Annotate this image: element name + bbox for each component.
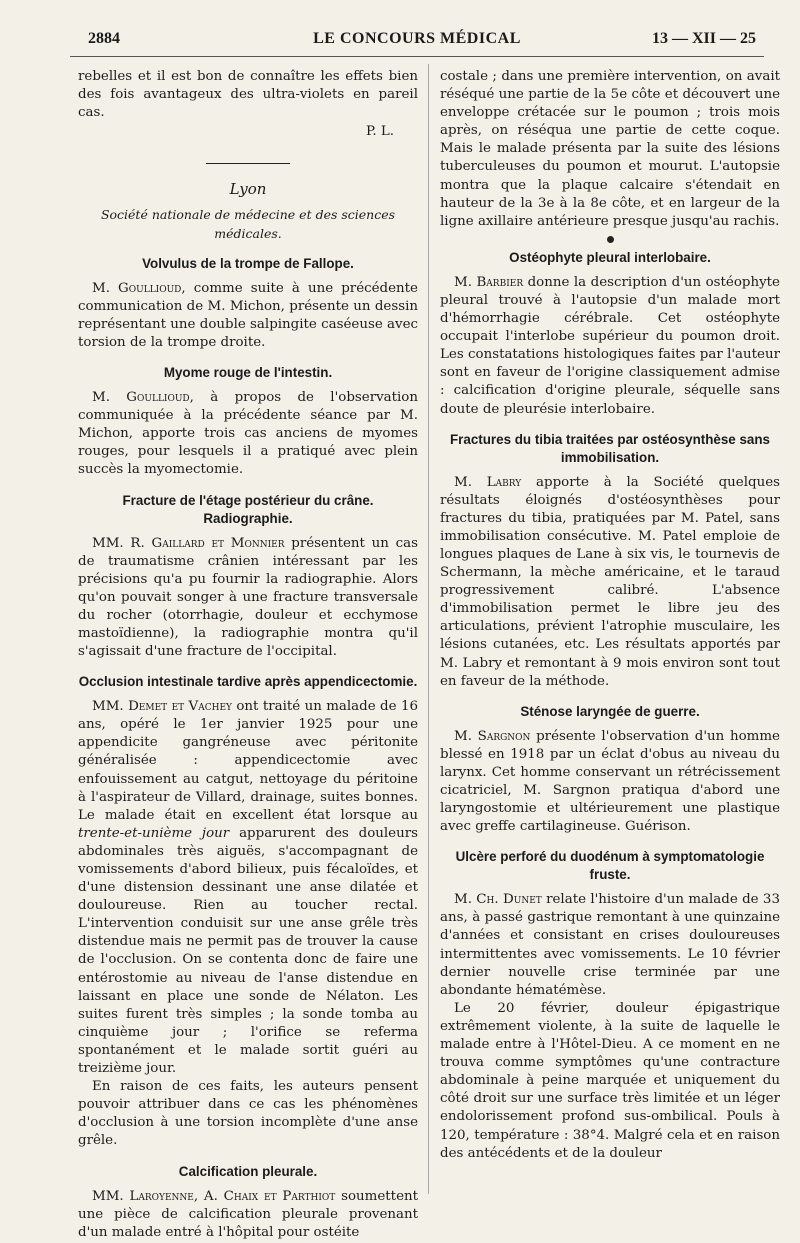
- section-title-ulcere: Ulcère perforé du duodénum à symptomatologie fruste.: [455, 849, 765, 883]
- section-title-stenose: Sténose laryngée de guerre.: [520, 703, 700, 719]
- author-name: MM. Laroyenne, A. Chaix et Parthiot: [92, 1188, 336, 1204]
- paragraph-text: soumettent une pièce de calcification pleurale provenant d'un malade entré à l'hôpital pour ostéite: [78, 1188, 418, 1240]
- paragraph-text: à propos de l'observation communiquée à la précédente séance par M. Michon, apporte trois cas anciens de myomes rouges, pour lesquels il a pratiqué avec plein succès la myomectomie.: [78, 390, 418, 478]
- paragraph-text: comme suite à une précédente communication de M. Michon, présente un dessin représentant une double salpingite caséeuse avec torsion de la trompe droite.: [78, 280, 418, 350]
- paragraph-occlusion-conclusion: En raison de ces faits, les auteurs pensent pouvoir attribuer dans ce cas les phénomènes d'occlusion à une torsion incomplète d'une anse grêle.: [78, 1079, 418, 1149]
- left-column: [78, 68, 418, 1242]
- section-title-tibia: Fractures du tibia traitées par ostéosynthèse sans immobilisation.: [449, 431, 770, 465]
- society-heading: Société nationale de médecine et des sciences médicales.: [100, 207, 396, 241]
- ink-dot-icon: [607, 236, 614, 243]
- author-name: M. Barbier: [454, 274, 524, 290]
- paragraph-text: ont traité un malade de 16 ans, opéré le 1er janvier 1925 pour une appendicite gangréneuse avec péritonite généralisée : appendicectomie avec enfouissement au catgut, nettoyage du péritoine à l'aspirateur de Villard, drainage, suites bonnes. Le malade était en excellent état lorsque au: [78, 699, 418, 823]
- paragraph-text: donne la description d'un ostéophyte pleural trouvé à l'autopsie d'un malade mort d'hémorrhagie cérébrale. Cet ostéophyte occupait l'interlobe supérieur du poumon droit. Les constatations histologiques faites par l'auteur sont en faveur de l'origine classiquement admise : calcification d'origine pleurale, séquelle sans doute de pleurésie interlobaire.: [440, 274, 780, 417]
- section-separator: [206, 163, 290, 164]
- emphasis-text: trente-et-unième jour: [78, 825, 230, 841]
- paragraph-myome: [78, 389, 418, 479]
- page-number: 2884: [88, 30, 120, 47]
- author-name: M. Labry: [454, 474, 522, 490]
- author-name: M. Goullioud,: [92, 390, 194, 406]
- paragraph-text: apparurent des douleurs abdominales très aiguës, s'accompagnant de vomissements d'abord bilieux, puis fécaloïdes, et d'une distension dessinant une anse dilatée et douloureuse. Rien au toucher rectal. L'intervention conduisit sur une anse grêle très distendue mais ne permit pas de trouver la cause de l'occlusion. On se contenta donc de faire une entérostomie au niveau de l'anse distendue en laissant en place une sonde de Nélaton. Les suites furent très simples ; la sonde tomba au cinquième jour ; l'orifice se referma spontanément et le malade sortit guéri au treizième jour.: [78, 825, 418, 1077]
- paragraph-text: apporte à la Société quelques résultats éloignés d'ostéosynthèses pour fractures du tibia, pratiquées par M. Patel, sans immobilisation consécutive. M. Patel emploie de longues plaques de Lane à six vis, le tournevis de Schermann, la mèche américaine, et le taraud progressivement calibré. L'absence d'immobilisation permet le libre jeu des articulations, prévient l'atrophie musculaire, les lésions cutanées, etc. Les résultats apportés par M. Labry et remontant à 9 mois environ sont tout en faveur de la méthode.: [440, 474, 780, 689]
- section-title-osteophyte: Ostéophyte pleural interlobaire.: [509, 249, 711, 265]
- author-name: M. Ch. Dunet: [454, 892, 542, 908]
- paragraph-tibia: [440, 474, 780, 691]
- paragraph-calcification-continued: costale ; dans une première intervention, on avait réséqué une partie de la 5e côte et découvert une enveloppe crétacée sur le poumon ; trois mois après, on réséqua une partie de cette coque. Mais le malade présenta par la suite des lésions tuberculeuses du poumon et mourut. L'autopsie montra que la plaque calcaire s'étendait en hauteur de la 3e à la 8e côte, et en largeur de la ligne axillaire antérieure presque jusqu'au rachis.: [440, 69, 780, 229]
- author-name: MM. R. Gaillard et Monnier: [92, 535, 285, 551]
- paragraph-occlusion: [78, 698, 418, 1078]
- section-title-volvulus: Volvulus de la trompe de Fallope.: [142, 255, 354, 271]
- paragraph-text: relate l'histoire d'un malade de 33 ans, à passé gastrique remontant à une quinzaine d'années et consistant en crises douloureuses intermittentes avec vomissements. Le 10 février dernier nouvelle crise terminée par une abondante hématémèse.: [440, 892, 780, 998]
- section-title-fracture-crane: Fracture de l'étage postérieur du crâne. Radiographie.: [122, 492, 374, 526]
- paragraph-osteophyte: [440, 274, 780, 419]
- column-divider: [428, 64, 429, 1194]
- journal-title: LE CONCOURS MÉDICAL: [313, 30, 521, 47]
- right-column: [440, 68, 780, 1163]
- issue-date: 13 — XII — 25: [651, 30, 756, 47]
- paragraph-calcification: [78, 1188, 418, 1242]
- paragraph-ulcere-continued: Le 20 février, douleur épigastrique extrêmement violente, à la suite de laquelle le malade entre à l'Hôtel-Dieu. A ce moment en ne trouva comme symptômes qu'une contracture abdominale à peine marquée et uniquement du côté droit sur une surface très limitée et un léger endolorissement profond sus-ombilical. Pouls à 120, température : 38°4. Malgré cela et en raison des antécédents et de la douleur: [440, 1000, 780, 1161]
- paragraph-fracture-crane: [78, 535, 418, 662]
- paragraph-text: présentent un cas de traumatisme crânien intéressant par les précisions qu'a pu fournir la radiographie. Alors qu'on pouvait songer à une fracture transversale du rocher (otorrhagie, douleur et ecchymose mastoïdienne), la radiographie montra qu'il s'agissait d'une fracture de l'occipital.: [78, 535, 418, 660]
- signature: P. L.: [366, 124, 394, 140]
- author-name: M. Sargnon: [454, 728, 531, 744]
- header-rule: [70, 56, 764, 57]
- paragraph-text: présente l'observation d'un homme blessé en 1918 par un éclat d'obus au niveau du larynx. Cet homme conservant un rétrécissement cicatriciel, M. Sargnon pratiqua d'abord une laryngostomie et ultérieurement une plastique avec greffe cartilagineuse. Guérison.: [440, 728, 780, 835]
- paragraph-volvulus: [78, 280, 418, 352]
- section-title-calcification: Calcification pleurale.: [178, 1163, 318, 1179]
- section-title-occlusion: Occlusion intestinale tardive après appendicectomie.: [78, 674, 418, 690]
- section-title-myome: Myome rouge de l'intestin.: [163, 365, 333, 381]
- author-name: MM. Demet et Vachey: [92, 699, 232, 715]
- paragraph-ulcere: [440, 891, 780, 1000]
- author-name: M. Goullioud,: [92, 280, 186, 296]
- page-header: [70, 30, 764, 54]
- paragraph-stenose: [440, 728, 780, 837]
- intro-paragraph: rebelles et il est bon de connaître les effets bien des fois avantageux des ultra-violets en pareil cas.: [78, 69, 418, 121]
- city-heading: Lyon: [229, 180, 267, 199]
